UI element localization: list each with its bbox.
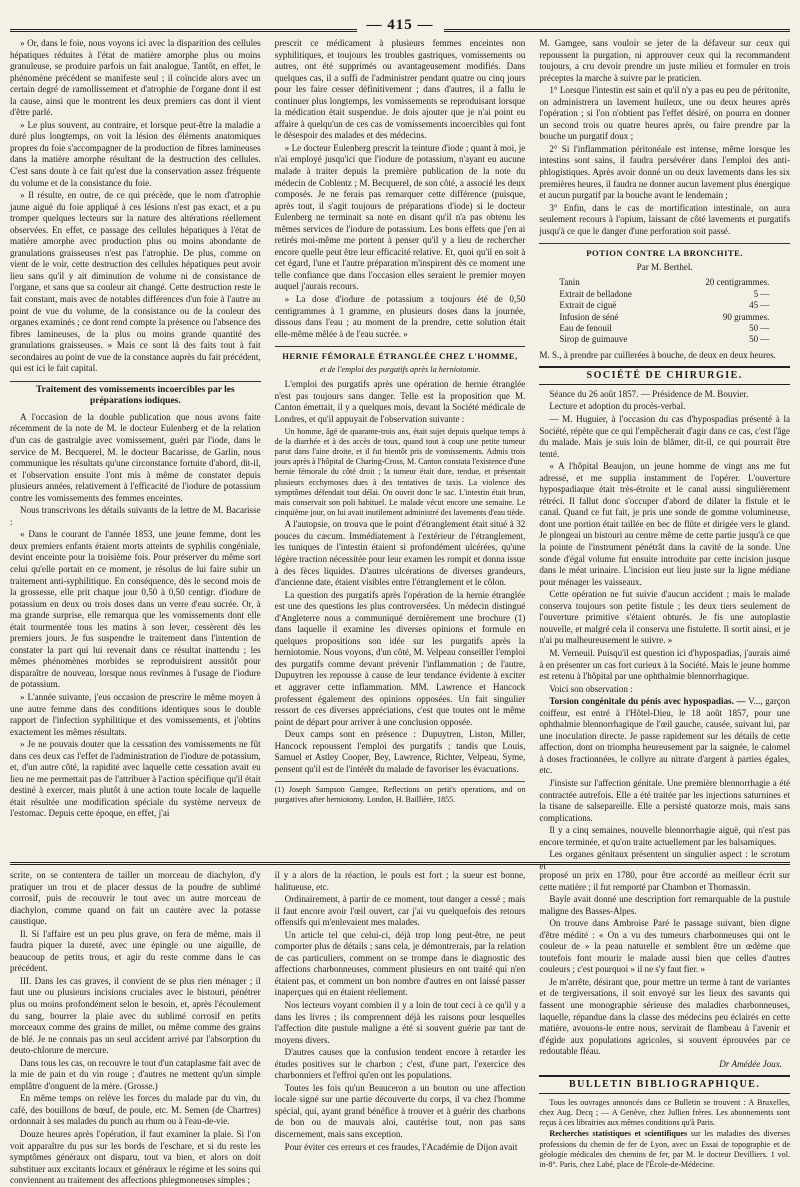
paragraph: M. Gamgee, sans vouloir se jeter de la défaveur sur ceux qui repoussent la purgation, ni approuver ceux qui la recommandent toujours, a cru devoir prendre un juste milieu et formuler en trois préceptes la marche à suivre par le praticien. <box>539 38 791 83</box>
paragraph: Nos lecteurs voyant combien il y a loin de tout ceci à ce qu'il y a dans les livres ; ils comprennent déjà les raisons pour lesquelles l'affection dite pustule maligne a été si souvent guérie par tant de moyens divers. <box>274 1000 526 1045</box>
paragraph: » Le plus souvent, au contraire, et lorsque peut-être la maladie a duré plus longtemps, on voit la lésion des éléments anatomiques propres du foie s'accompagner de la production de fibres lamineuses dans la matière amorphe résultant de la destruction des cellules. C'est sans doute à ce fait qu'est due la conservation assez fréquente du volume et de la consistance du foie. <box>10 119 261 188</box>
recipe-row: Sirop de guimauve 50 — <box>559 334 770 345</box>
paragraph: J'insiste sur l'affection génitale. Une première blennorrhagie a été contractée autrefois. Elle a été traitée par les injections saturnines et la tisane de salsepareille. Elle a persisté quatorze mois, mais sans complications. <box>539 777 791 823</box>
paragraph: — M. Huguier, à l'occasion du cas d'hypospadias présenté à la Société, répète que ce qui l'empêcherait d'agir dans ce cas, c'est l'âge du malade. Mais je suis loin de blâmer, dit-il, ce qui pourrait être tenté. <box>539 414 791 459</box>
column-1 <box>10 38 261 856</box>
paragraph: A l'autopsie, on trouva que le point d'étranglement était situé à 32 pouces du cæcum. Immédiatement à l'extérieur de l'étranglement, les tuniques de l'intestin étaient si profondément ulcérées, qu'une légère traction nécessitée pour leur examen les rompit et donna issue à des fèces liquides. D'autres ulcérations de diverses grandeurs, d'ancienne date, étaient visibles entre l'étranglement et le côlon. <box>274 519 526 588</box>
paragraph: Torsion congénitale du pénis avec hypospadias. — V..., garçon coiffeur, est entré à l'Hôtel-Dieu, le 18 août 1857, pour une ophthalmie blennorrhagique de l'œil gauche, causée, suivant lui, par une inoculation directe. Je passe rapidement sur les détails de cette affection, dont on triompha heureusement par la saignée, le calomel à doses fractionnées, le collyre au nitrate d'argent à parties égales, etc. <box>539 696 791 776</box>
paragraph: Les organes génitaux présentent un singulier aspect : le scrotum et <box>539 849 791 871</box>
paragraph: L'emploi des purgatifs après une opération de hernie étranglée n'est pas toujours sans danger. Telle est la proposition que M. Canton émettait, il y a quelques mois, devant la Société médicale de Londres, et qu'il appuyait de l'observation suivante : <box>274 379 526 424</box>
top-section <box>10 38 791 871</box>
bottom-column-2 <box>275 870 526 1170</box>
paragraph: » Le docteur Eulenberg prescrit la teinture d'iode ; quant à moi, je n'ai employé jusqu'ici que l'iodure de potassium, n'ayant eu aucune malade à traiter depuis la première publication de la note du médecin de Coblentz ; M. Becquerel, de son côté, a associé les deux composés. Je ne ferais pas remarquer cette différence (puisque, après tout, il s'agit toujours de préparations d'iode) si le docteur Eulenberg ne terminait sa note en disant qu'il n'a pas obtenu les mêmes services de l'iodure de potassium. Les bons effets que j'en ai retirés moi-même me portent à penser qu'il y a lieu de rechercher encore quelle peut être leur efficacité relative. Et, quoi qu'il en soit à cet égard, l'une et l'autre préparation m'inspirent dès ce moment une telle confiance que dans l'occasion elles seraient le premier moyen auquel j'aurais recours. <box>274 142 526 292</box>
page-header <box>10 8 790 38</box>
recipe-row: Tanin 20 centigrammes. <box>559 277 770 288</box>
paragraph: Voici son observation : <box>549 683 633 694</box>
paragraph: 3° Enfin, dans le cas de mortification intestinale, on aura seulement recours à l'opium, laissant de côté lavements et purgatifs jusqu'à ce que le danger d'une perforation soit passé. <box>539 202 791 236</box>
paragraph: En même temps on relève les forces du malade par du vin, du café, des bouillons de bœuf, de poule, etc. M. Semen (de Chartres) ordonnait à ses malades du punch au rhum ou à l'eau-de-vie. <box>10 1093 261 1127</box>
paragraph: M. Verneuil. Puisqu'il est question ici d'hypospadias, j'aurais aimé à en présenter un cas fort curieux à la Société. Mais le jeune homme est retenu à l'hôpital par une ophthalmie blennorrhagique. <box>539 647 791 682</box>
case-report: Un homme, âgé de quarante-trois ans, était sujet depuis quelque temps à de la diarrhée et à des accès de toux, quand tout à coup une petite tumeur parut dans l'aine droite, et il fut bientôt pris de vomissements. Admis trois jours après à l'hôpital de Charing-Cross, M. Canton constata l'existence d'une hernie fémorale du côté droit ; la tumeur était dure, tendue, et présentait plusieurs ecchymoses dues à des tentatives de taxis. La violence des symptômes défendait tout délai. On ouvrit donc le sac. L'intestin était brun, mais conservait son poli habituel. Le malade vécut encore une semaine. Le cinquième jour, on lui avait inutilement administré des lavements d'eau tiède. <box>274 426 526 518</box>
divider <box>275 346 526 347</box>
paragraph: Il y a cinq semaines, nouvelle blennorrhagie aiguë, qui n'est pas encore terminée, et qu'on traite actuellement par les balsamiques. <box>539 825 791 847</box>
bulletin-title: BULLETIN BIBLIOGRAPHIQUE. <box>539 1075 790 1094</box>
case-heading: Torsion congénitale du pénis avec hypospadias. — <box>549 696 746 707</box>
paragraph: A l'occasion de la double publication que nous avons faite récemment de la note de M. le docteur Eulenberg et de la relation d'un cas de gastralgie avec vomissement, guéri par l'iode, dans le service de M. Becquerel, M. le docteur Bacarisse, de Garlin, nous communique les résultats qu'une circonstance fortuite d'abord, dit-il, et l'observation ensuite l'ont mis à même de constater depuis plusieurs années, relativement à l'efficacité de l'iodure de potassium contre les vomissements des femmes enceintes. <box>10 411 261 503</box>
article-subtitle: et de l'emploi des purgatifs après la herniotomie. <box>319 364 481 374</box>
paragraph: Lecture et adoption du procès-verbal. <box>549 401 686 412</box>
column-2 <box>275 38 526 856</box>
paragraph: Toutes les fois qu'un Beauceron a un bouton ou une affection locale signé sur une partie découverte du corps, il va chez l'homme spécial, qui, ayant grand bénéfice à trouver et à guérir des charbons de bon ou de mauvais aloi, cautérise tout, non pas sans discernement, mais sans exception. <box>274 1082 526 1140</box>
recipe-note: M. S., à prendre par cuillerées à bouche, de deux en deux heures. <box>539 349 776 360</box>
paragraph: Nous transcrivons les détails suivants de la lettre de M. Bacarisse : <box>10 505 261 527</box>
recipe-list <box>559 277 790 345</box>
potion-title: POTION CONTRE LA BRONCHITE. <box>586 248 744 259</box>
paragraph: » L'année suivante, j'eus occasion de prescrire le même moyen à une autre femme dans des conditions identiques sous le double rapport de l'infection syphilitique et des vomissements, et j'obtins exactement les mêmes résultats. <box>10 691 261 737</box>
bottom-column-1 <box>10 870 261 1186</box>
paragraph: La question des purgatifs après l'opération de la hernie étranglée est une des questions les plus controversées. Un médecin distingué d'Angleterre nous a communiqué dernièrement une brochure (1) dans laquelle il examine les diverses opinions et formule en quelques propositions son idée sur les purgatifs après la herniotomie. Nous voyons, d'un côté, M. Velpeau conseiller l'emploi des purgatifs comme devant prévenir l'inflammation ; de l'autre, Dupuytren les repousse à cause de leur tendance évidente à exciter et aggraver cette inflammation. MM. Lawrence et Hancock professent également des opinions opposées. Un fait singulier ressort de ces diverses appréciations, c'est que toutes ont le même point de départ pour arriver à une conclusion opposée. <box>274 589 526 727</box>
paragraph: 2° Si l'inflammation péritonéale est intense, même lorsque les intestins sont sains, il faudra persévérer dans l'emploi des anti-phlogistiques. Après avoir donné un ou deux lavements dans les six premières heures, il faudra ne donner aucun lavement plus énergique et aucun purgatif par la bouche avant le lendemain ; <box>539 143 791 201</box>
paragraph: Ordinairement, à partir de ce moment, tout danger a cessé ; mais il faut encore avoir l'œil ouvert, car j'ai vu quelquefois des retours offensifs qui m'enlevaient mes malades. <box>274 894 526 928</box>
recipe-row: Eau de fenouil 50 — <box>559 323 770 334</box>
bottom-column-3 <box>539 870 790 1170</box>
paragraph: III. Dans les cas graves, il convient de se plus rien ménager ; il faut une ou plusieurs incisions cruciales avec le bistouri, pénétrer plus ou moins profondément selon le besoin, et, après l'écoulement du sang, bourrer la plaie avec du sublimé corrosif en petits morceaux comme des grains de millet, ou même comme des grains de blé. Je ne connais pas un seul accident arrivé par l'absorption du deuto-chlorure de mercure. <box>10 975 261 1056</box>
paragraph: » Or, dans le foie, nous voyons ici avec la disparition des cellules hépatiques réduites à l'état de matière amorphe plus ou moins granuleuse, se produire parfois un fait analogue. Tantôt, en effet, le phénomène précédent se manifeste seul ; il coïncide alors avec un certain degré de ramollissement et d'atrophie de l'organe dont il est la cause, ainsi que le montrent les deux premiers cas dont il vient d'être parlé. <box>10 38 261 118</box>
paragraph: Je m'arrête, désirant que, pour mettre un terme à tant de variantes et de tergiversations, il soit envoyé sur les lieux des savants qui fassent une monographie sérieuse des maladies charbonneuses, laquelle, répandue dans la classe des médecins peu éclairés en cette matière, avouons-le entre nous, servirait de flambeau à l'avenir et d'égide aux populations agricoles, si souvent éprouvées par ce redoutable fléau. <box>539 976 791 1057</box>
paragraph: On trouve dans Ambroise Paré le passage suivant, bien digne d'être médité : « On a vu des tumeurs charbonneuses qui ont le couleur de » la peau naturelle et semblent être un œdème que toutefois font mourir le malade aussi bien que celles d'autres couleurs ; c'est pourquoi » il ne s'y faut fier. » <box>539 918 791 975</box>
bulletin-entry-title: Recherches statistiques et scientifiques <box>549 1129 688 1139</box>
paragraph: Douze heures après l'opération, il faut examiner la plaie. Si l'on voit apparaître du pus sur les bords de l'eschare, et si du reste les symptômes généraux ont disparu, tout va bien, et alors on doit substituer aux excitants locaux et généraux le régime et les soins qui conviennent au traitement des affections phlegmoneuses simples ; <box>10 1129 261 1186</box>
bottom-section <box>10 870 791 1186</box>
footnote: (1) Joseph Sampson Gamgee, Reflections on petit's operations, and on purgatives after herniotomy. London, H. Baillière, 1855. <box>275 781 526 805</box>
paragraph: Pour éviter ces erreurs et ces fraudes, l'Académie de Dijon avait <box>284 1141 518 1152</box>
paragraph: Dans tous les cas, on recouvre le tout d'un cataplasme fait avec de la mie de pain et du vin rouge ; d'autres ne mettent qu'un simple emplâtre d'onguent de la mère. (Grosse.) <box>10 1057 261 1091</box>
paragraph: Cette opération ne fut suivie d'aucun accident ; mais le malade conserva toujours son petite fistule ; les deux tiers seulement de l'ouverture primitive s'étaient obturés. Je fis une autoplastie nouvelle, et malgré cela il conserva une fistulette. Il sortit ainsi, et je n'ai pu malheureusement le suivre. » <box>539 589 791 646</box>
potion-author: Par M. Berthel. <box>636 261 693 272</box>
paragraph: » La dose d'iodure de potassium a toujours été de 0,50 centigrammes à 1 gramme, en plusieurs doses dans la journée, dissous dans l'eau ; au moment de la prendre, cette solution était elle-même mêlée à de l'eau sucrée. » <box>274 294 526 339</box>
paragraph: » Je ne pouvais douter que la cessation des vomissements ne fût dans ces deux cas l'effet de l'administration de l'iodure de potassium, et, d'un autre côté, la rapidité avec laquelle cette cessation avait eu lieu ne me permettait pas de l'attribuer à l'action spécifique qu'il était destiné à exercer, mais plutôt à une action toute locale de laquelle était résultée une modification spéciale du système nerveux de l'estomac. Depuis cette époque, en effet, j'ai <box>10 739 261 819</box>
society-title: SOCIÉTÉ DE CHIRURGIE. <box>539 366 790 385</box>
paragraph: scrite, on se contentera de tailler un morceau de diachylon, d'y pratiquer un trou et de placer dessus de la poudre de sublimé corrosif, puis de recouvrir le tout avec un autre morceau de diachylon, comme quand on fait un cautère avec la potasse caustique. <box>10 870 261 927</box>
recipe-row: Extrait de belladone 5 — <box>559 288 770 299</box>
paragraph: Bayle avait donné une description fort remarquable de la pustule maligne des Basses-Alpes. <box>539 894 791 916</box>
recipe-row: Extrait de ciguë 45 — <box>559 300 770 311</box>
paragraph: Deux camps sont en présence : Dupuytren, Liston, Miller, Hancock repoussent l'emploi des purgatifs ; tandis que Louis, Samuel et Astley Cooper, Bey, Lawrence, Richter, Velpeau, Syme, pensent qu'il est de l'intérêt du malade de favoriser les évacuations. <box>274 729 526 774</box>
bulletin-entry: Recherches statistiques et scientifiques sur les maladies des diverses professions du chemin de fer de Lyon, avec un Essai de topographie et de géologie médicales des chemins de fer, par M. le docteur Devilliers. 1 vol. in-8°. Paris, chez Labé, place de l'École-de-Médecine. <box>539 1129 791 1170</box>
recipe-row: Infusion de séné 90 grammes. <box>559 311 770 322</box>
bulletin-note: Tous les ouvrages annoncés dans ce Bulletin se trouvent : A Bruxelles, chez Aug. Decq ; — A Genève, chez Jullien frères. Les abonnements sont reçus à ces librairies aux mêmes conditions qu'à Paris. <box>539 1097 791 1128</box>
article-title: HERNIE FÉMORALE ÉTRANGLÉE CHEZ L'HOMME, <box>282 351 518 362</box>
page-number: — 415 — <box>357 17 444 34</box>
paragraph: Il. Si l'affaire est un peu plus grave, on fera de même, mais il faudra piquer la dureté, avec une épingle ou une aiguille, de beaucoup de petits trous, et agir du reste comme dans le cas précédent. <box>10 928 261 974</box>
column-3 <box>539 38 791 871</box>
paragraph: » Il résulte, en outre, de ce qui précède, que le nom d'atrophie jaune aiguë du foie appliqué à ces lésions n'est pas exact, et a pu tromper quelques lecteurs sur la nature des altérations réellement observées. En effet, ce passage des cellules hépatiques à l'état de matière amorphe avec production plus ou moins abondante de granulations graisseuses n'est pas l'atrophie. De plus, comme on vient de le voir, cette destruction des cellules hépatiques peut avoir lieu sans qu'il y ait diminution de volume ni de consistance de l'organe, et sans que sa couleur ait changé. Cette destruction reste le fait constant, mais avec de notables différences d'un foie à l'autre au point de vue du volume, de la consistance ou de la couleur des organes examinés ; ce dont rend compte la présence ou l'absence des fibres lamineuses, de la plus ou moins grande quantité des granulations graisseuses. » Mais ce sont là des faits tout à fait secondaires au point de vue de la constance auprès du fait précédent, qui est ici le fait capital. <box>10 190 261 374</box>
paragraph: « A l'hôpital Beaujon, un jeune homme de vingt ans me fut adressé, et me supplia instamment de l'opérer. L'ouverture hypospadiaque était très-étroite et le canal aussi singulièrement rétréci. Il fallut donc s'occuper d'abord de dilater la fistule et le canal. Quand ce fut fait, je pris une sonde de gomme volumineuse, dont une portion était taillée en bec de flûte et dirigée vers le gland. Je plongeai un bistouri au centre même de cette partie jusqu'à ce que la pointe de l'instrument pénétrât dans la cavité de la sonde. Une sonde d'égal volume fut ensuite introduite par cette incision jusque dans le méat urinaire. L'incision eut lieu juste sur la ligne médiane pour ménager les vaisseaux. <box>539 461 791 587</box>
paragraph: 1° Lorsque l'intestin est sain et qu'il n'y a pas eu peu de péritonite, on administrera un lavement huileux, une ou deux heures après l'opération ; si l'on n'obtient pas l'effet désiré, on pourra en donner un second trois ou quatre heures après, ou faire prendre par la bouche un purgatif doux ; <box>539 85 791 142</box>
paragraph: « Dans le courant de l'année 1853, une jeune femme, dont les deux premiers enfants étaient morts atteints de syphilis congéniale, devint enceinte pour la troisième fois. Pour préserver du même sort celui qu'elle portait en ce moment, je résolus de lui faire subir un traitement anti-syphilitique. En conséquence, dès le second mois de la grossesse, elle prit chaque jour 0,50 à 0,50 centigr. d'iodure de potassium en deux ou trois doses dans un verre d'eau sucrée. Or, à ma grande surprise, elle remarqua que les vomissements dont elle était tourmentée tous les matins à son lever, cessèrent dès les premiers jours. Je fus suspendre le traitement dans l'intention de constater la part qui lui revenait dans ce résultat inattendu ; les mêmes phénomènes morbides se reproduisirent aussitôt pour disparaître de nouveau, lorsque nous revînmes à l'usage de l'iodure de potassium. <box>10 529 261 690</box>
paragraph: prescrit ce médicament à plusieurs femmes enceintes non syphilitiques, et toujours les troubles gastriques, vomissements ou autres, ont été supprimés ou avantageusement modifiés. Dans quelques cas, il a suffi de l'administrer pendant quatre ou cinq jours pour les faire cesser définitivement ; dans d'autres, il a fallu le continuer plus longtemps, les vomissements se reproduisant lorsque la médication était suspendue. Je dois ajouter que je n'ai point eu affaire à quelqu'un de ces cas de vomissements incoercibles qui font le désespoir des malades et des médecins. <box>274 38 526 141</box>
paragraph: il y a alors de la réaction, le pouls est fort ; la sueur est bonne, halitueuse, etc. <box>274 870 526 892</box>
paragraph: D'autres causes que la confusion tendent encore à retarder les études positives sur le charbon ; c'est, d'une part, l'exercice des charbonniers et l'effroi qu'en ont les populations. <box>274 1047 526 1081</box>
signature: Dr Amédée Joux. <box>719 1058 783 1069</box>
paragraph: Un article tel que celui-ci, déjà trop long peut-être, ne peut comporter plus de détails ; sans cela, je démontrerais, par la relation de cas particuliers, comment on se trompe dans le diagnostic des affections charbonneuses, comment plusieurs en ont traité qui n'en étaient pas, et comment un bon nombre d'autres en ont laissé passer inaperçues qui en étaient réellement. <box>274 929 526 998</box>
article-title: Traitement des vomissements incoercibles par les préparations iodiques. <box>35 384 235 407</box>
paragraph: proposé un prix en 1780, pour être accordé au meilleur écrit sur cette matière ; il fut remporté par Chambon et Thomassin. <box>539 870 791 892</box>
divider <box>10 381 261 382</box>
divider <box>539 243 790 244</box>
session-line: Séance du 26 août 1857. — Présidence de M. Bouvier. <box>549 388 749 399</box>
